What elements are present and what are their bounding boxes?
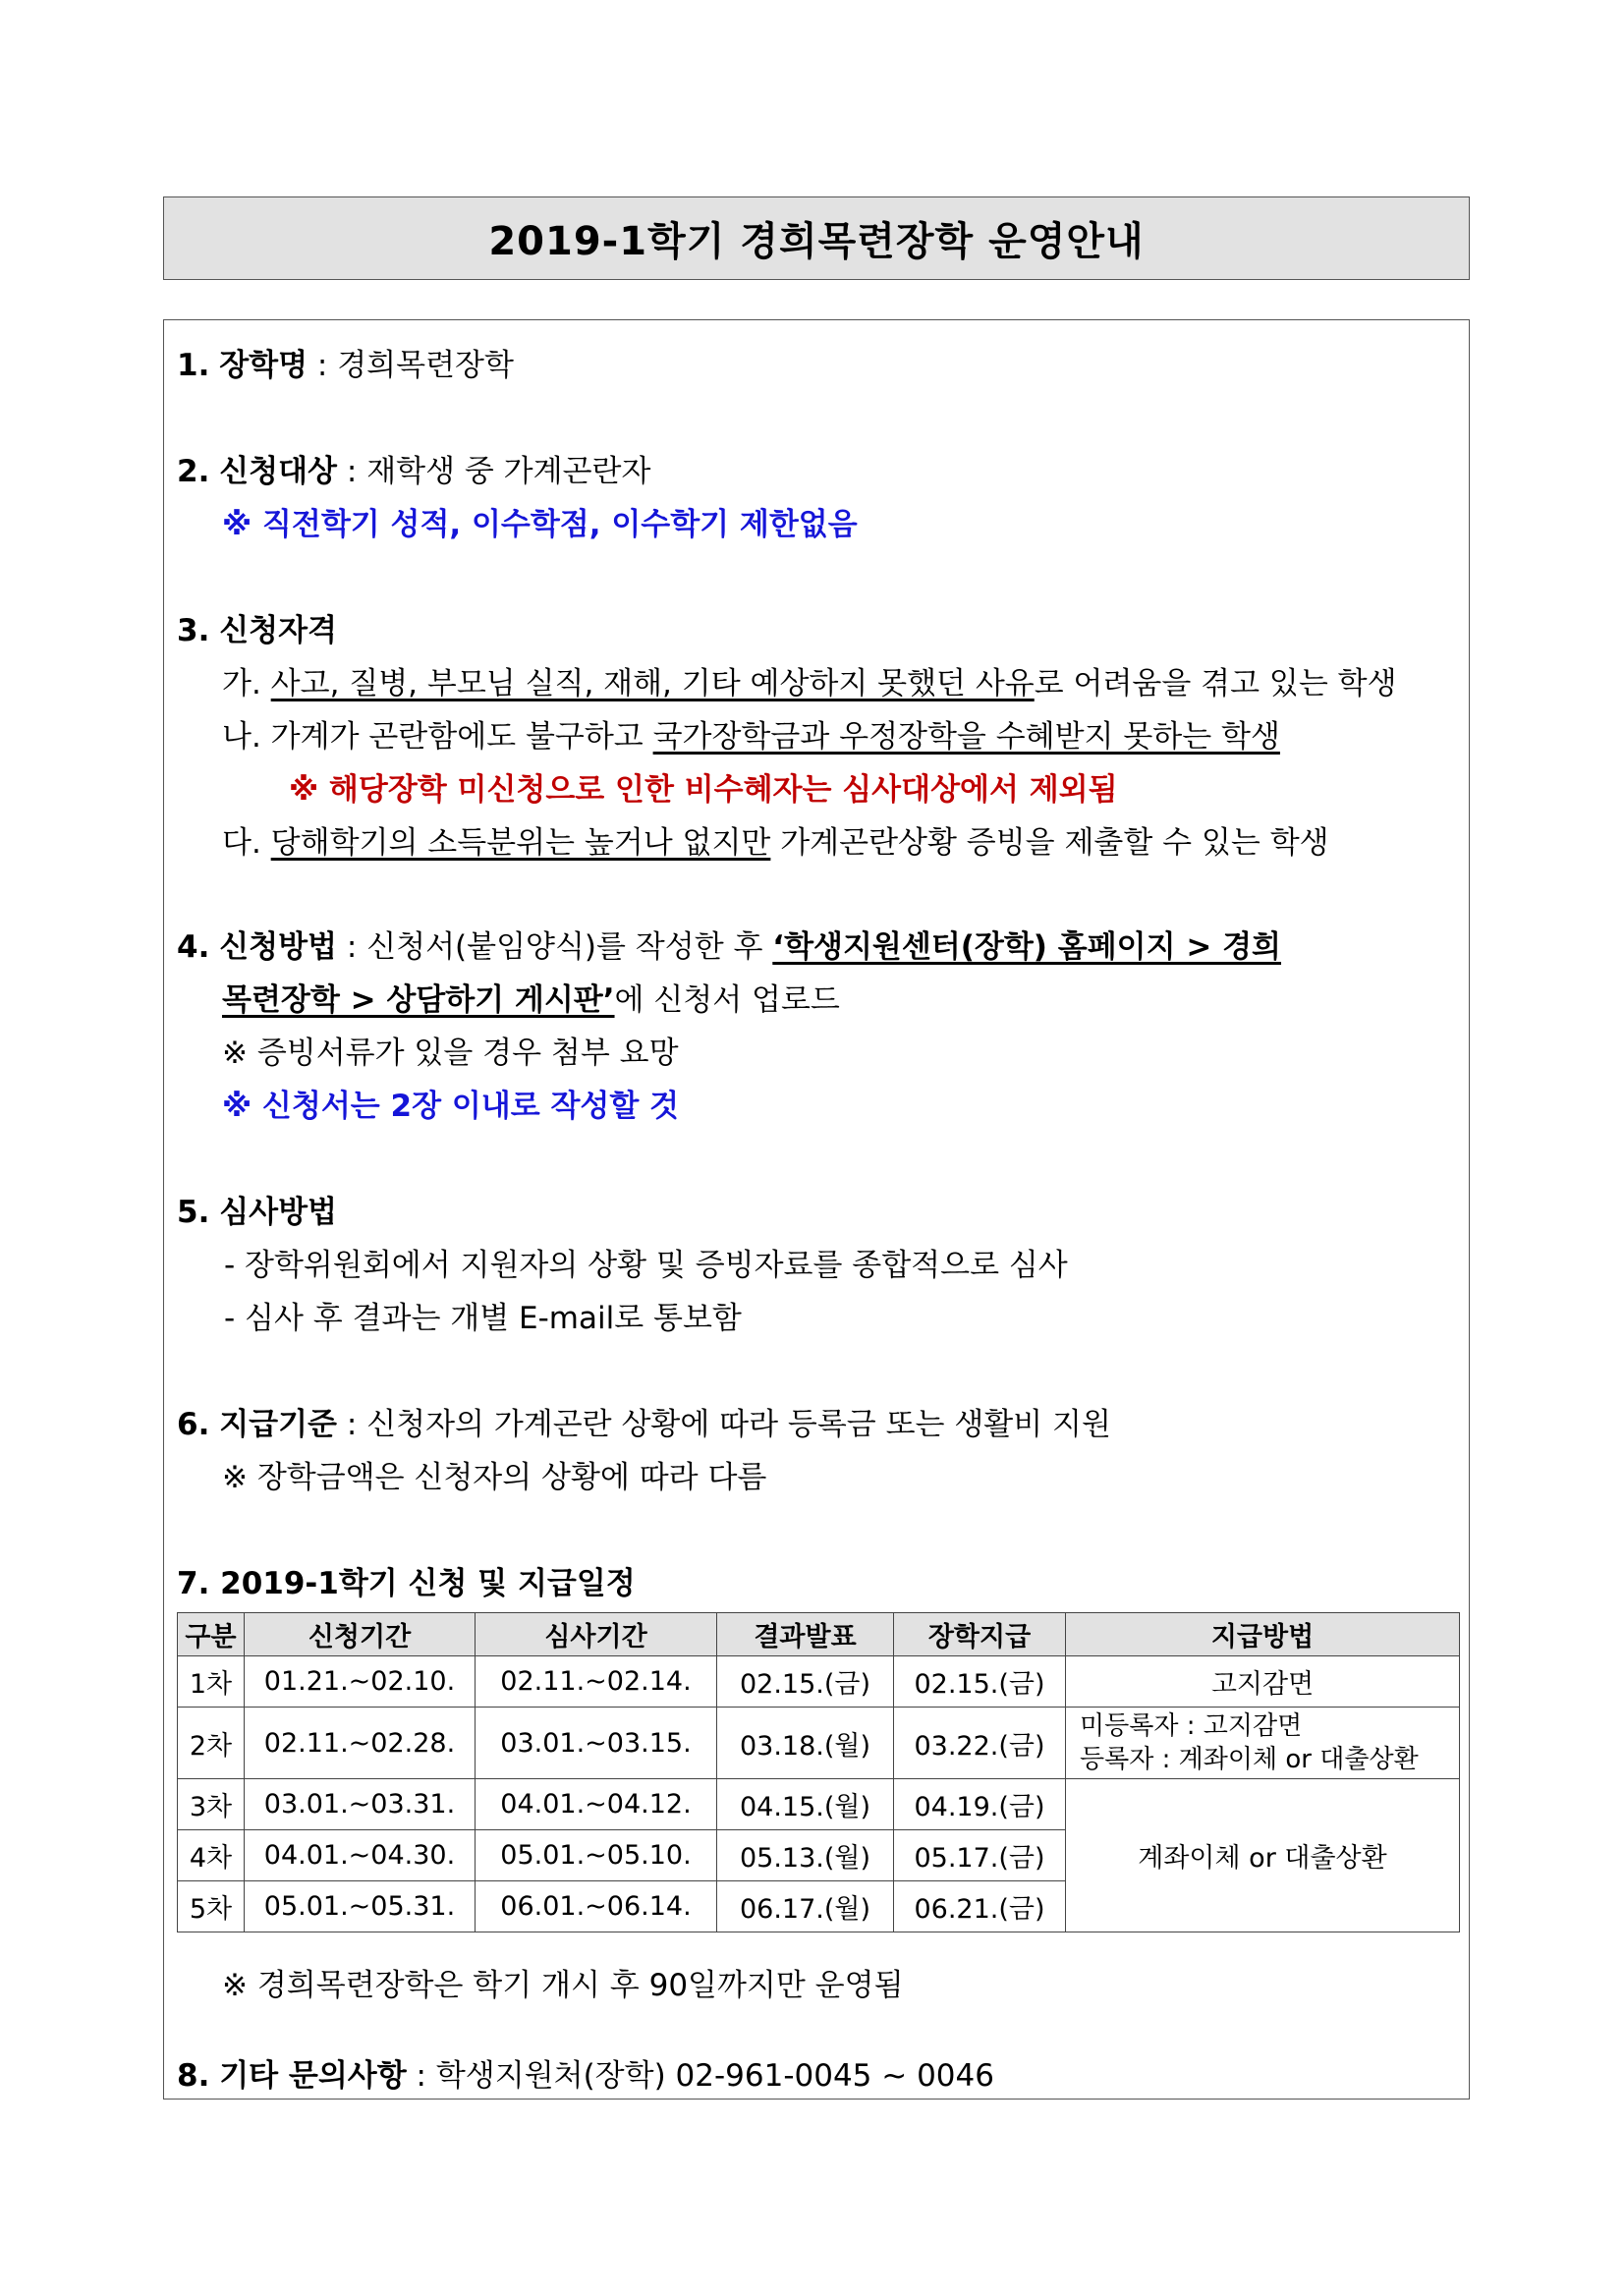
section-4-note1: ※ 증빙서류가 있을 경우 첨부 요망 bbox=[222, 1036, 679, 1071]
table-cell: 05.13.(월) bbox=[717, 1830, 894, 1881]
table-cell: 3차 bbox=[178, 1779, 245, 1830]
section-4-num: 4. bbox=[177, 929, 210, 965]
section-1-num: 1. bbox=[177, 348, 210, 383]
table-cell: 01.21.~02.10. bbox=[245, 1656, 476, 1708]
section-1 bbox=[177, 346, 514, 385]
table-cell: 06.21.(금) bbox=[894, 1881, 1066, 1932]
table-cell: 02.11.~02.28. bbox=[245, 1708, 476, 1779]
section-4-link-part1: ‘학생지원센터(장학) 홈페이지 > 경희 bbox=[772, 929, 1282, 965]
table-cell: 05.17.(금) bbox=[894, 1830, 1066, 1881]
section-5-item1: - 장학위원회에서 지원자의 상황 및 증빙자료를 종합적으로 심사 bbox=[224, 1248, 1068, 1283]
item-b-pre: 가계가 곤란함에도 불구하고 bbox=[270, 719, 653, 755]
table-cell: 1차 bbox=[178, 1656, 245, 1708]
item-c-rest: 가계곤란상황 증빙을 제출할 수 있는 학생 bbox=[770, 825, 1329, 861]
section-8-num: 8. bbox=[177, 2058, 210, 2094]
table-cell: 05.01.~05.10. bbox=[476, 1830, 717, 1881]
table-row bbox=[178, 1708, 1460, 1779]
payment-method-line: 등록자 : 계좌이체 or 대출상환 bbox=[1080, 1745, 1419, 1774]
table-header-row bbox=[178, 1613, 1460, 1656]
section-1-label: 장학명 bbox=[219, 348, 308, 383]
section-4-cont bbox=[222, 980, 840, 1020]
section-4-note2: ※ 신청서는 2장 이내로 작성할 것 bbox=[222, 1089, 680, 1124]
section-6-value: 신청자의 가계곤란 상황에 따라 등록금 또는 생활비 지원 bbox=[366, 1407, 1111, 1442]
section-4-label: 신청방법 bbox=[219, 929, 338, 965]
section-4-link-part2: 목련장학 > 상담하기 게시판’ bbox=[222, 982, 615, 1018]
table-cell: 03.01.~03.15. bbox=[476, 1708, 717, 1779]
table-cell: 04.01.~04.12. bbox=[476, 1779, 717, 1830]
item-a-mark: 가. bbox=[222, 666, 261, 701]
section-2-note: ※ 직전학기 성적, 이수학점, 이수학기 제한없음 bbox=[222, 507, 858, 542]
section-3-label: 신청자격 bbox=[219, 613, 338, 648]
section-3-item-b bbox=[222, 717, 1280, 756]
section-6-note: ※ 장학금액은 신청자의 상황에 따라 다름 bbox=[222, 1460, 767, 1495]
section-3 bbox=[177, 611, 337, 650]
header-cell: 장학지급 bbox=[894, 1613, 1066, 1656]
section-3-item-b-note: ※ 해당장학 미신청으로 인한 비수혜자는 심사대상에서 제외됨 bbox=[289, 772, 1118, 808]
section-4-post: 에 신청서 업로드 bbox=[614, 982, 840, 1018]
section-4-sep: : bbox=[346, 929, 358, 965]
table-cell: 04.19.(금) bbox=[894, 1779, 1066, 1830]
table-cell: 06.17.(월) bbox=[717, 1881, 894, 1932]
item-b-mark: 나. bbox=[222, 719, 261, 755]
item-c-mark: 다. bbox=[222, 825, 261, 861]
table-row bbox=[178, 1779, 1460, 1830]
payment-method-cell bbox=[1066, 1708, 1460, 1779]
section-4-pre: 신청서(붙임양식)를 작성한 후 bbox=[366, 929, 773, 965]
header-cell: 구분 bbox=[178, 1613, 245, 1656]
item-a-underlined: 사고, 질병, 부모님 실직, 재해, 기타 예상하지 못했던 사유 bbox=[270, 666, 1035, 701]
table-cell: 03.18.(월) bbox=[717, 1708, 894, 1779]
section-1-sep: : bbox=[316, 348, 328, 383]
section-7-note: ※ 경희목련장학은 학기 개시 후 90일까지만 운영됨 bbox=[222, 1968, 904, 2003]
table-cell: 04.01.~04.30. bbox=[245, 1830, 476, 1881]
section-2-value: 재학생 중 가계곤란자 bbox=[366, 454, 651, 489]
section-5 bbox=[177, 1193, 337, 1232]
table-cell: 03.22.(금) bbox=[894, 1708, 1066, 1779]
section-6 bbox=[177, 1405, 1111, 1444]
table-row bbox=[178, 1656, 1460, 1708]
schedule-table bbox=[177, 1612, 1460, 1932]
document-title: 2019-1학기 경희목련장학 운영안내 bbox=[163, 196, 1470, 280]
header-cell: 지급방법 bbox=[1066, 1613, 1460, 1656]
section-3-item-a bbox=[222, 664, 1397, 703]
table-cell: 4차 bbox=[178, 1830, 245, 1881]
item-a-rest: 로 어려움을 겪고 있는 학생 bbox=[1034, 666, 1397, 701]
header-cell: 결과발표 bbox=[717, 1613, 894, 1656]
table-cell: 05.01.~05.31. bbox=[245, 1881, 476, 1932]
section-3-num: 3. bbox=[177, 613, 210, 648]
section-3-item-c bbox=[222, 823, 1329, 863]
section-5-num: 5. bbox=[177, 1195, 210, 1230]
header-cell: 심사기간 bbox=[476, 1613, 717, 1656]
section-6-num: 6. bbox=[177, 1407, 210, 1442]
payment-method-line: 미등록자 : 고지감면 bbox=[1080, 1711, 1303, 1741]
payment-method-cell: 계좌이체 or 대출상환 bbox=[1066, 1779, 1460, 1932]
table-cell: 02.15.(금) bbox=[717, 1656, 894, 1708]
section-7-heading: 7. 2019-1학기 신청 및 지급일정 bbox=[177, 1566, 636, 1601]
section-1-value: 경희목련장학 bbox=[337, 348, 514, 383]
table-cell: 02.15.(금) bbox=[894, 1656, 1066, 1708]
section-8-value: 학생지원처(장학) 02-961-0045 ~ 0046 bbox=[435, 2058, 994, 2094]
item-b-underlined: 국가장학금과 우정장학을 수혜받지 못하는 학생 bbox=[652, 719, 1280, 755]
section-8-label: 기타 문의사항 bbox=[219, 2058, 407, 2094]
section-2-label: 신청대상 bbox=[219, 454, 338, 489]
section-8 bbox=[177, 2056, 994, 2096]
table-cell: 02.11.~02.14. bbox=[476, 1656, 717, 1708]
table-cell: 04.15.(월) bbox=[717, 1779, 894, 1830]
table-cell: 2차 bbox=[178, 1708, 245, 1779]
payment-method-cell: 고지감면 bbox=[1066, 1656, 1460, 1708]
section-5-item2: - 심사 후 결과는 개별 E-mail로 통보함 bbox=[224, 1301, 742, 1336]
header-cell: 신청기간 bbox=[245, 1613, 476, 1656]
table-cell: 06.01.~06.14. bbox=[476, 1881, 717, 1932]
section-8-sep: : bbox=[416, 2058, 426, 2094]
table-cell: 5차 bbox=[178, 1881, 245, 1932]
section-4 bbox=[177, 927, 1281, 967]
table-cell: 03.01.~03.31. bbox=[245, 1779, 476, 1830]
section-6-sep: : bbox=[346, 1407, 358, 1442]
section-5-label: 심사방법 bbox=[219, 1195, 338, 1230]
item-c-underlined: 당해학기의 소득분위는 높거나 없지만 bbox=[270, 825, 771, 861]
section-2 bbox=[177, 452, 650, 491]
section-6-label: 지급기준 bbox=[219, 1407, 338, 1442]
section-2-num: 2. bbox=[177, 454, 210, 489]
section-2-sep: : bbox=[346, 454, 358, 489]
